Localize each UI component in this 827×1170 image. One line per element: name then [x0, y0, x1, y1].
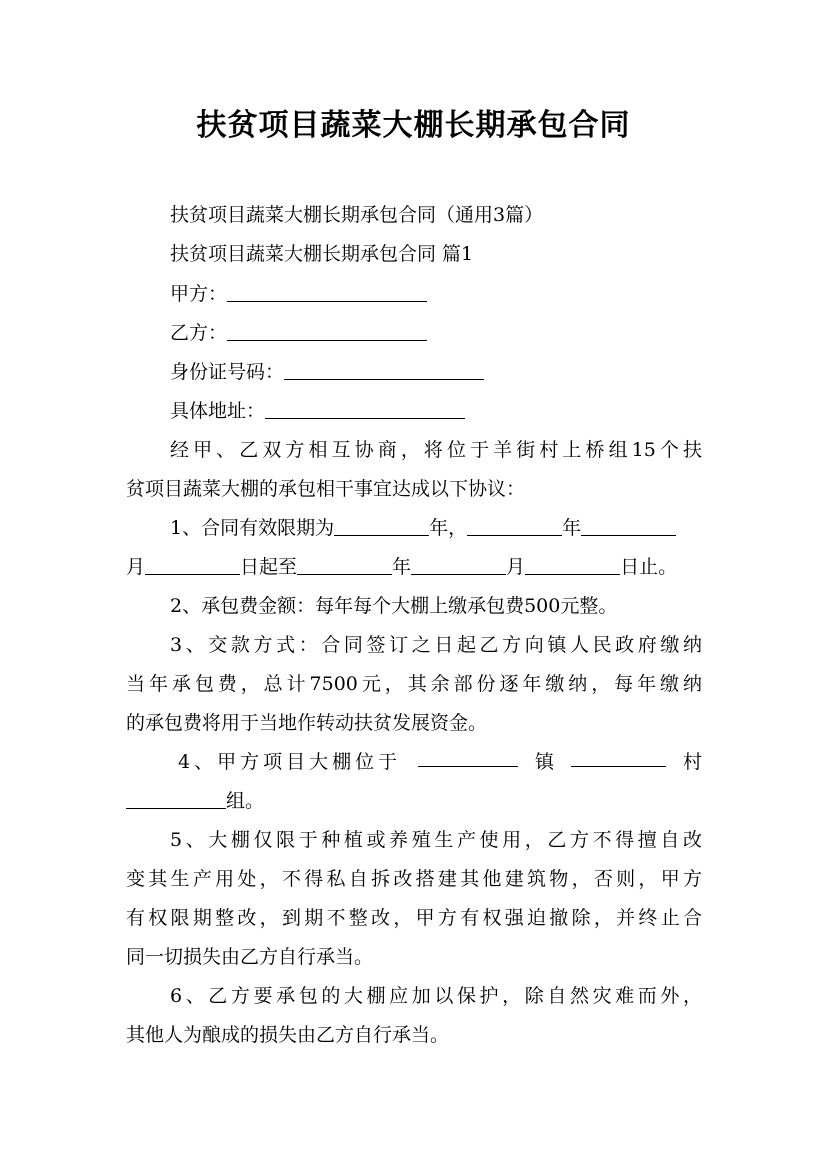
clause-3-line-1: 3、交款方式：合同签订之日起乙方向镇人民政府缴纳	[170, 634, 702, 656]
party-b-blank	[227, 321, 427, 341]
clause-5-line-1: 5、大棚仅限于种植或养殖生产使用，乙方不得擅自改	[170, 829, 702, 851]
clause-1-line-1	[170, 513, 702, 540]
blank	[525, 555, 620, 575]
party-a-label: 甲方：	[170, 283, 228, 305]
clause-1-text-f: 年	[392, 556, 412, 578]
clause-4-text-a: 4、甲方项目大棚位于	[178, 751, 402, 773]
clause-5-line-3: 有权限期整改，到期不整改，甲方有权强迫撤除，并终止合	[126, 907, 702, 929]
party-a-line	[170, 279, 702, 306]
section-heading: 扶贫项目蔬菜大棚长期承包合同 篇1	[170, 243, 474, 265]
clause-5-line-4: 同一切损失由乙方自行承当。	[126, 946, 374, 968]
clause-4-text-b: 镇	[535, 751, 555, 773]
id-number-label: 身份证号码：	[170, 361, 285, 383]
blank	[145, 555, 240, 575]
blank	[411, 555, 506, 575]
document-title: 扶贫项目蔬菜大棚长期承包合同	[196, 108, 631, 143]
party-b-label: 乙方：	[170, 322, 228, 344]
address-label: 具体地址：	[170, 400, 266, 422]
clause-1-text-h: 日止。	[620, 556, 678, 578]
clause-1-text-b: 年，	[429, 517, 468, 539]
clause-5-line-2: 变其生产用处，不得私自拆改搭建其他建筑物，否则，甲方	[126, 868, 702, 890]
blank	[334, 516, 429, 536]
party-b-line	[170, 318, 702, 345]
group-blank	[126, 789, 226, 809]
town-blank	[418, 747, 518, 767]
clause-6-line-1: 6、乙方要承包的大棚应加以保护，除自然灾难而外，	[170, 985, 702, 1007]
blank	[467, 516, 562, 536]
clause-4-text-d: 组。	[226, 790, 265, 812]
id-number-blank	[284, 360, 484, 380]
address-line	[170, 396, 702, 423]
clause-1-text-c: 年	[562, 517, 582, 539]
party-a-blank	[227, 282, 427, 302]
village-blank	[571, 747, 666, 767]
clause-4-line-2	[126, 786, 702, 813]
clause-1-text-e: 日起至	[240, 556, 298, 578]
clause-1-line-2	[126, 552, 702, 579]
clause-6-line-2: 其他人为酿成的损失由乙方自行承当。	[126, 1024, 450, 1046]
clause-1-text-g: 月	[506, 556, 526, 578]
intro-line-2: 贫项目蔬菜大棚的承包相干事宜达成以下协议：	[126, 478, 526, 500]
blank	[297, 555, 392, 575]
blank	[581, 516, 676, 536]
clause-1-text-a: 1、合同有效限期为	[170, 517, 335, 539]
clause-4-line-1	[178, 747, 702, 774]
clause-3-line-2: 当年承包费，总计7500元，其余部份逐年缴纳，每年缴纳	[126, 673, 702, 695]
clause-3-line-3: 的承包费将用于当地作转动扶贫发展资金。	[126, 712, 488, 734]
address-blank	[265, 399, 465, 419]
id-number-line	[170, 357, 702, 384]
clause-4-text-c: 村	[682, 751, 702, 773]
clause-1-text-d: 月	[126, 556, 146, 578]
intro-line-1: 经甲、乙双方相互协商，将位于羊街村上桥组15个扶	[170, 439, 702, 461]
subtitle: 扶贫项目蔬菜大棚长期承包合同（通用3篇）	[170, 204, 544, 226]
clause-2: 2、承包费金额：每年每个大棚上缴承包费500元整。	[170, 595, 618, 617]
